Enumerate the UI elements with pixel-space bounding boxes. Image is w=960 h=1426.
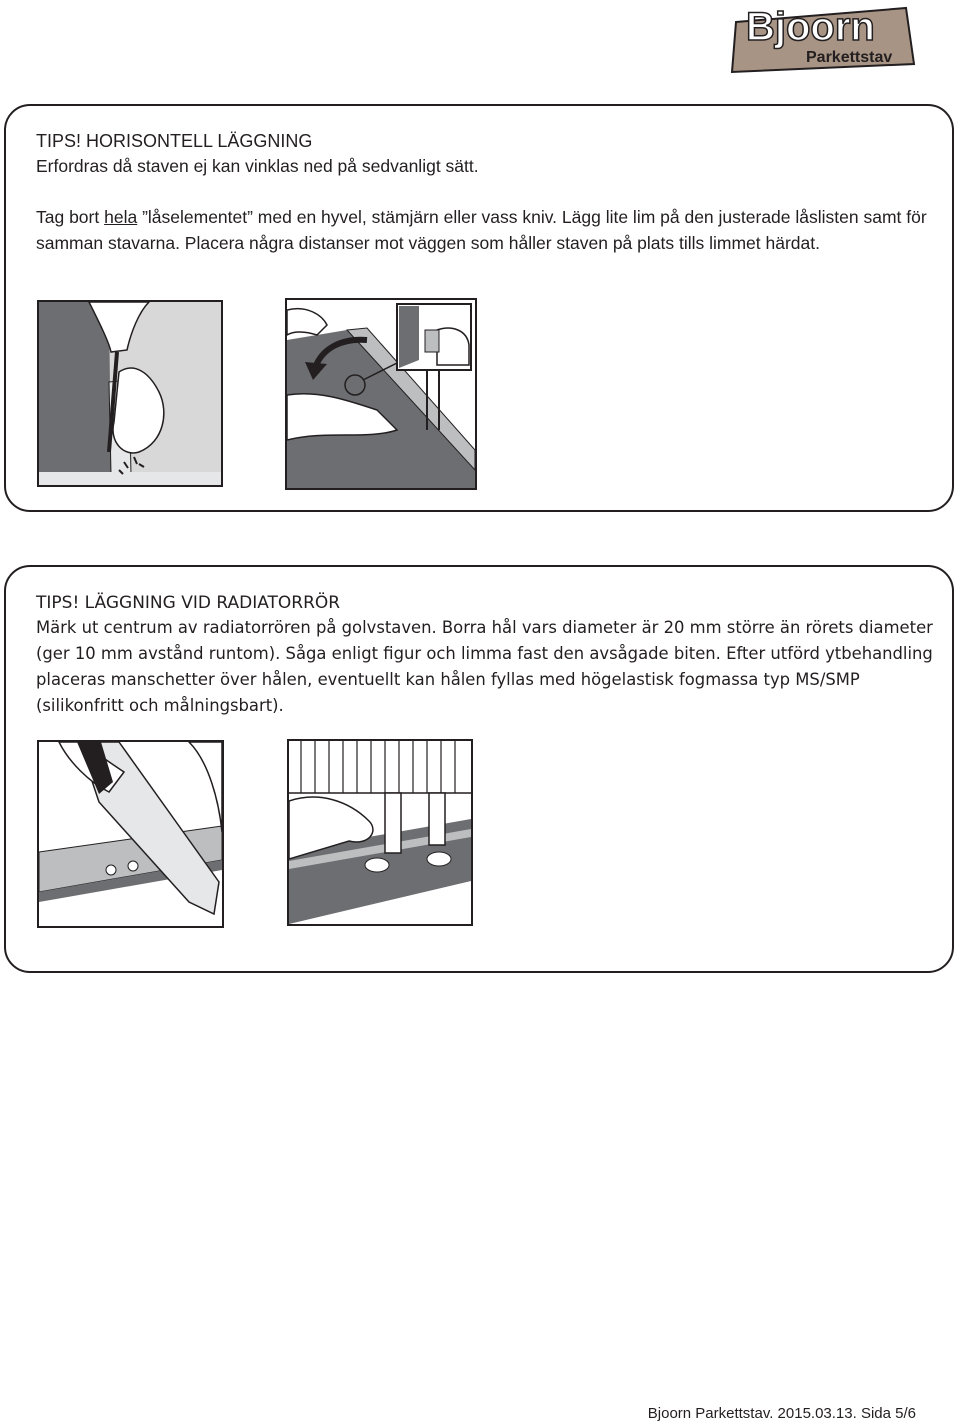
logo-word: Bjoorn — [746, 5, 875, 49]
tip1-subtitle: Erfordras då staven ej kan vinklas ned på sedvanligt sätt. — [36, 156, 479, 176]
brand-logo — [728, 2, 918, 78]
tip1-body-underline: hela — [104, 207, 138, 227]
tip1-title: TIPS! HORISONTELL LÄGGNING — [36, 131, 313, 151]
tip1-body-post: ”låselementet” med en hyvel, stämjärn eller vass kniv. Lägg lite lim på den justerade låslisten samt för samman stavarna. Placera några distanser mot väggen som håller staven på plats tills limmet härdat. — [36, 207, 927, 253]
gluing-boards-illustration — [285, 298, 477, 490]
radiator-pipes-illustration — [287, 739, 473, 926]
tip2-body: Märk ut centrum av radiatorrören på golvstaven. Borra hål vars diameter är 20 mm större än rörets diameter (ger 10 mm avstånd runtom). Såga enligt figur och limma fast den avsågade biten. Efter utförd ytbehandling placeras manschetter över hålen, eventuellt kan hålen fyllas med högelastisk fogmassa typ MS/SMP (silikonfritt och målningsbart). — [36, 618, 933, 715]
page-footer: Bjoorn Parkettstav. 2015.03.13. Sida 5/6 — [647, 1405, 916, 1422]
tip1-body — [36, 204, 936, 256]
tip1-body-pre: Tag bort — [36, 207, 105, 227]
logo-sub: Parkettstav — [806, 49, 893, 66]
saw-cutting-board-illustration — [37, 740, 224, 928]
tip2-title: TIPS! LÄGGNING VID RADIATORRÖR — [36, 593, 341, 613]
knife-cutting-lock-illustration — [37, 300, 223, 487]
